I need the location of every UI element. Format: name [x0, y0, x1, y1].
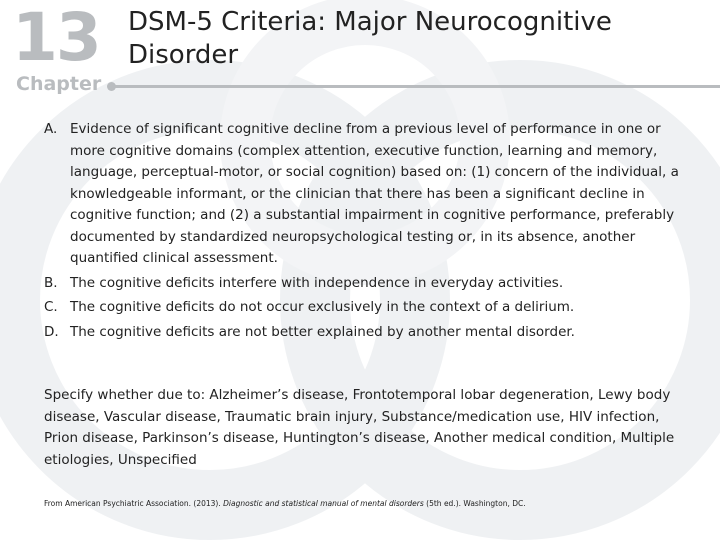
criterion-text: Evidence of significant cognitive decline from a previous level of performance in one or more cognitive domains (complex attention, executive function, learning and memory, language, perceptual-motor, or social cognition) based on: (1) concern of the individual, a knowledgeable informant, or the clinician that there has been a significant decline in cognitive function; and (2) a substantial impairment in cognitive performance, preferably documented by standardized neuropsychological testing or, in its absence, another quantified clinical assessment.: [70, 121, 679, 266]
criterion-marker: A.: [44, 121, 58, 137]
criterion-marker: B.: [44, 274, 58, 291]
header-rule-dot: [107, 82, 116, 91]
criterion-item: [44, 322, 694, 344]
criterion-text: The cognitive deficits do not occur exclusively in the context of a delirium.: [70, 299, 575, 315]
criteria-list: [44, 119, 694, 346]
citation-book-title: Diagnostic and statistical manual of mental disorders: [223, 499, 424, 508]
chapter-number: 13: [12, 0, 100, 76]
criterion-text: The cognitive deficits interfere with independence in everyday activities.: [70, 274, 564, 291]
source-citation: [44, 498, 704, 510]
citation-suffix: (5th ed.). Washington, DC.: [423, 499, 526, 508]
specifier-paragraph: Specify whether due to: Alzheimer’s disease, Frontotemporal lobar degeneration, Lewy body disease, Vascular disease, Traumatic brain injury, Substance/medication use, HIV infection, Prion disease, Parkinson’s disease, Huntington’s disease, Another medical condition, Multiple etiologies, Unspecified: [44, 387, 675, 468]
chapter-label: Chapter: [16, 73, 102, 95]
citation-prefix: From American Psychiatric Association. (2013).: [44, 499, 224, 508]
criterion-item: [44, 273, 694, 295]
criterion-marker: C.: [44, 299, 58, 315]
criterion-marker: D.: [44, 323, 59, 340]
slide-title: DSM-5 Criteria: Major Neurocognitive Disorder: [128, 7, 612, 70]
criterion-item: [44, 297, 694, 319]
criterion-item: [44, 119, 694, 270]
header-rule: [110, 85, 720, 88]
criterion-text: The cognitive deficits are not better explained by another mental disorder.: [70, 323, 575, 340]
